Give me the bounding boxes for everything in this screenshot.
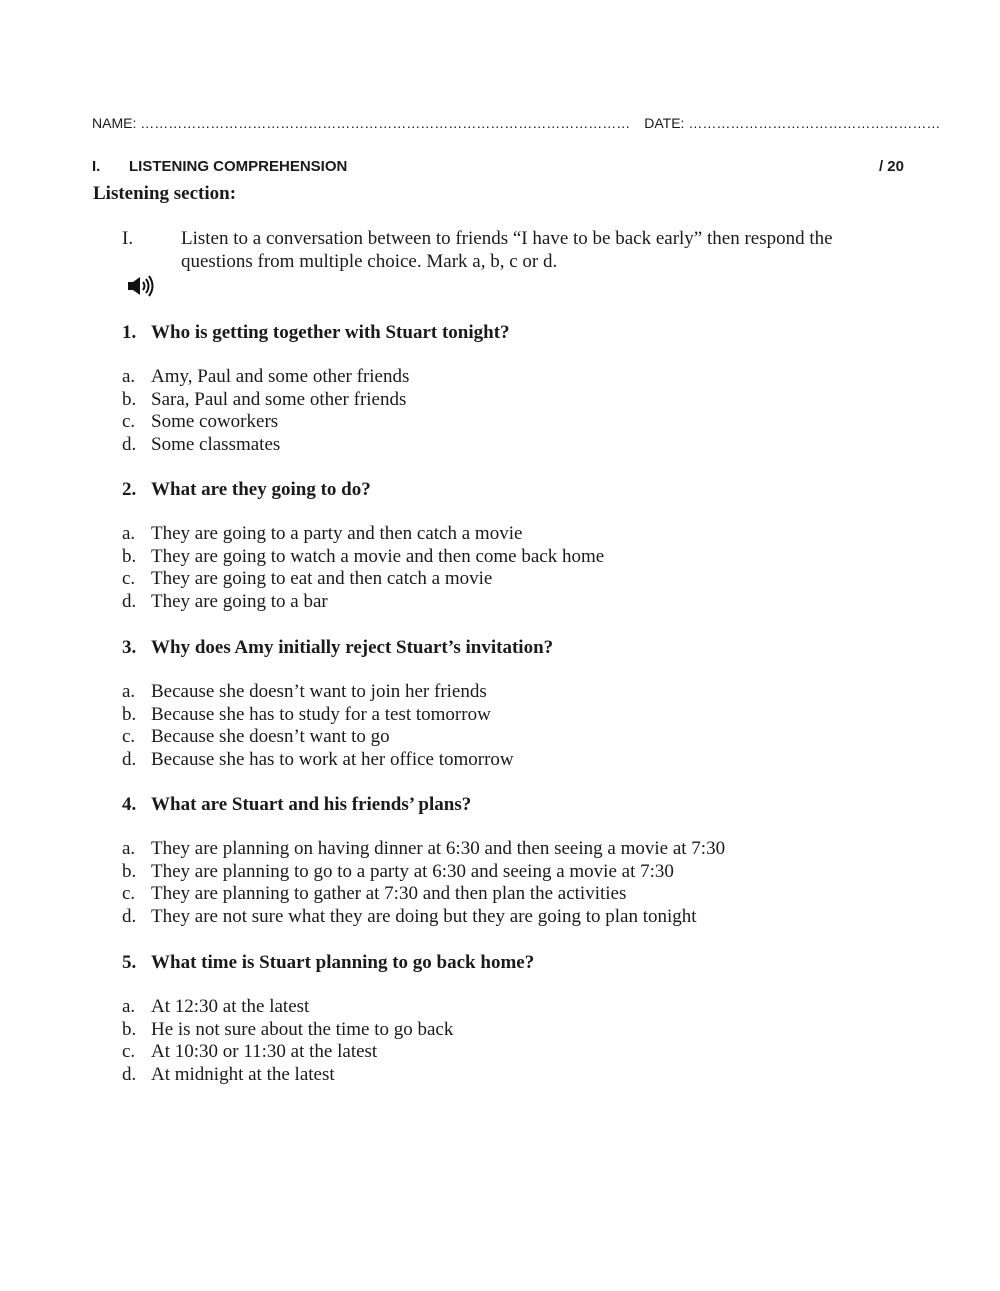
answer-option[interactable] — [122, 366, 882, 389]
option-letter: d. — [122, 590, 137, 612]
option-letter: d. — [122, 1063, 137, 1085]
option-text: They are planning to go to a party at 6:30 and seeing a movie at 7:30 — [151, 860, 674, 882]
speaker-icon[interactable] — [126, 274, 156, 298]
option-letter: d. — [122, 905, 137, 927]
question-number: 3. — [122, 637, 137, 658]
header-line — [92, 115, 941, 131]
option-letter: b. — [122, 1018, 137, 1040]
answer-option[interactable] — [122, 1064, 882, 1087]
answer-option[interactable] — [122, 906, 882, 929]
question-1 — [122, 321, 882, 456]
answer-option[interactable] — [122, 434, 882, 457]
date-field[interactable]: DATE: ……………………………………………… — [644, 115, 941, 131]
option-text: At 12:30 at the latest — [151, 996, 310, 1017]
option-text: He is not sure about the time to go back — [151, 1018, 454, 1040]
option-letter: a. — [122, 996, 136, 1017]
question-text: Why does Amy initially reject Stuart’s invitation? — [151, 637, 554, 658]
answer-option[interactable] — [122, 523, 882, 546]
option-letter: a. — [122, 681, 136, 702]
option-text: They are going to eat and then catch a movie — [151, 568, 493, 589]
question-title — [122, 793, 882, 816]
answer-option[interactable] — [122, 389, 882, 412]
section-score: / 20 — [878, 158, 904, 175]
answer-option[interactable] — [122, 726, 882, 749]
option-letter: a. — [122, 838, 136, 859]
option-letter: b. — [122, 703, 137, 725]
option-letter: d. — [122, 748, 137, 770]
question-title — [122, 478, 882, 501]
instruction-text: Listen to a conversation between to friends “I have to be back early” then respond the questions from multiple choice. Mark a, b, c or d. — [181, 228, 833, 272]
option-text: Sara, Paul and some other friends — [151, 388, 407, 410]
answer-option[interactable] — [122, 749, 882, 772]
answer-option[interactable] — [122, 996, 882, 1019]
answer-option[interactable] — [122, 704, 882, 727]
section-title: LISTENING COMPREHENSION — [129, 158, 348, 175]
question-text: What are Stuart and his friends’ plans? — [151, 794, 472, 815]
section-heading — [92, 158, 904, 178]
option-letter: d. — [122, 433, 137, 455]
option-text: At midnight at the latest — [151, 1063, 335, 1085]
option-text: They are going to watch a movie and then come back home — [151, 545, 605, 567]
option-letter: c. — [122, 726, 136, 747]
option-text: Some coworkers — [151, 411, 279, 432]
answer-option[interactable] — [122, 681, 882, 704]
option-letter: b. — [122, 545, 137, 567]
options-list — [122, 996, 882, 1086]
option-letter: c. — [122, 1041, 136, 1062]
option-letter: a. — [122, 523, 136, 544]
question-text: What time is Stuart planning to go back home? — [151, 952, 535, 973]
option-text: At 10:30 or 11:30 at the latest — [151, 1041, 378, 1062]
answer-option[interactable] — [122, 1041, 882, 1064]
options-list — [122, 681, 882, 771]
options-list — [122, 838, 882, 928]
option-letter: a. — [122, 366, 136, 387]
question-number: 4. — [122, 794, 137, 815]
section-number: I. — [92, 158, 101, 175]
question-text: What are they going to do? — [151, 479, 371, 500]
option-letter: c. — [122, 411, 136, 432]
question-number: 1. — [122, 322, 137, 343]
question-5 — [122, 951, 882, 1086]
question-number: 2. — [122, 479, 137, 500]
question-2 — [122, 478, 882, 613]
instruction-number: I. — [122, 228, 134, 249]
option-text: They are planning to gather at 7:30 and then plan the activities — [151, 883, 627, 904]
answer-option[interactable] — [122, 861, 882, 884]
answer-option[interactable] — [122, 591, 882, 614]
option-text: They are planning on having dinner at 6:30 and then seeing a movie at 7:30 — [151, 838, 726, 859]
question-title — [122, 951, 882, 974]
option-text: They are going to a bar — [151, 590, 328, 612]
option-letter: b. — [122, 388, 137, 410]
option-letter: c. — [122, 568, 136, 589]
option-text: Amy, Paul and some other friends — [151, 366, 410, 387]
name-field[interactable]: NAME: …………………………………………………………………………………………… — [92, 115, 631, 131]
listening-section-label: Listening section: — [93, 183, 237, 204]
option-text: Because she doesn’t want to join her friends — [151, 681, 487, 702]
option-text: Some classmates — [151, 433, 281, 455]
question-title — [122, 321, 882, 344]
options-list — [122, 523, 882, 613]
answer-option[interactable] — [122, 838, 882, 861]
answer-option[interactable] — [122, 568, 882, 591]
option-letter: c. — [122, 883, 136, 904]
option-text: Because she has to work at her office tomorrow — [151, 748, 514, 770]
option-letter: b. — [122, 860, 137, 882]
question-number: 5. — [122, 952, 137, 973]
answer-option[interactable] — [122, 411, 882, 434]
option-text: They are not sure what they are doing but they are going to plan tonight — [151, 905, 697, 927]
option-text: Because she doesn’t want to go — [151, 726, 390, 747]
options-list — [122, 366, 882, 456]
option-text: Because she has to study for a test tomorrow — [151, 703, 491, 725]
answer-option[interactable] — [122, 546, 882, 569]
option-text: They are going to a party and then catch a movie — [151, 523, 523, 544]
question-text: Who is getting together with Stuart tonight? — [151, 322, 510, 343]
question-3 — [122, 636, 882, 771]
answer-option[interactable] — [122, 883, 882, 906]
question-4 — [122, 793, 882, 928]
question-title — [122, 636, 882, 659]
answer-option[interactable] — [122, 1019, 882, 1042]
